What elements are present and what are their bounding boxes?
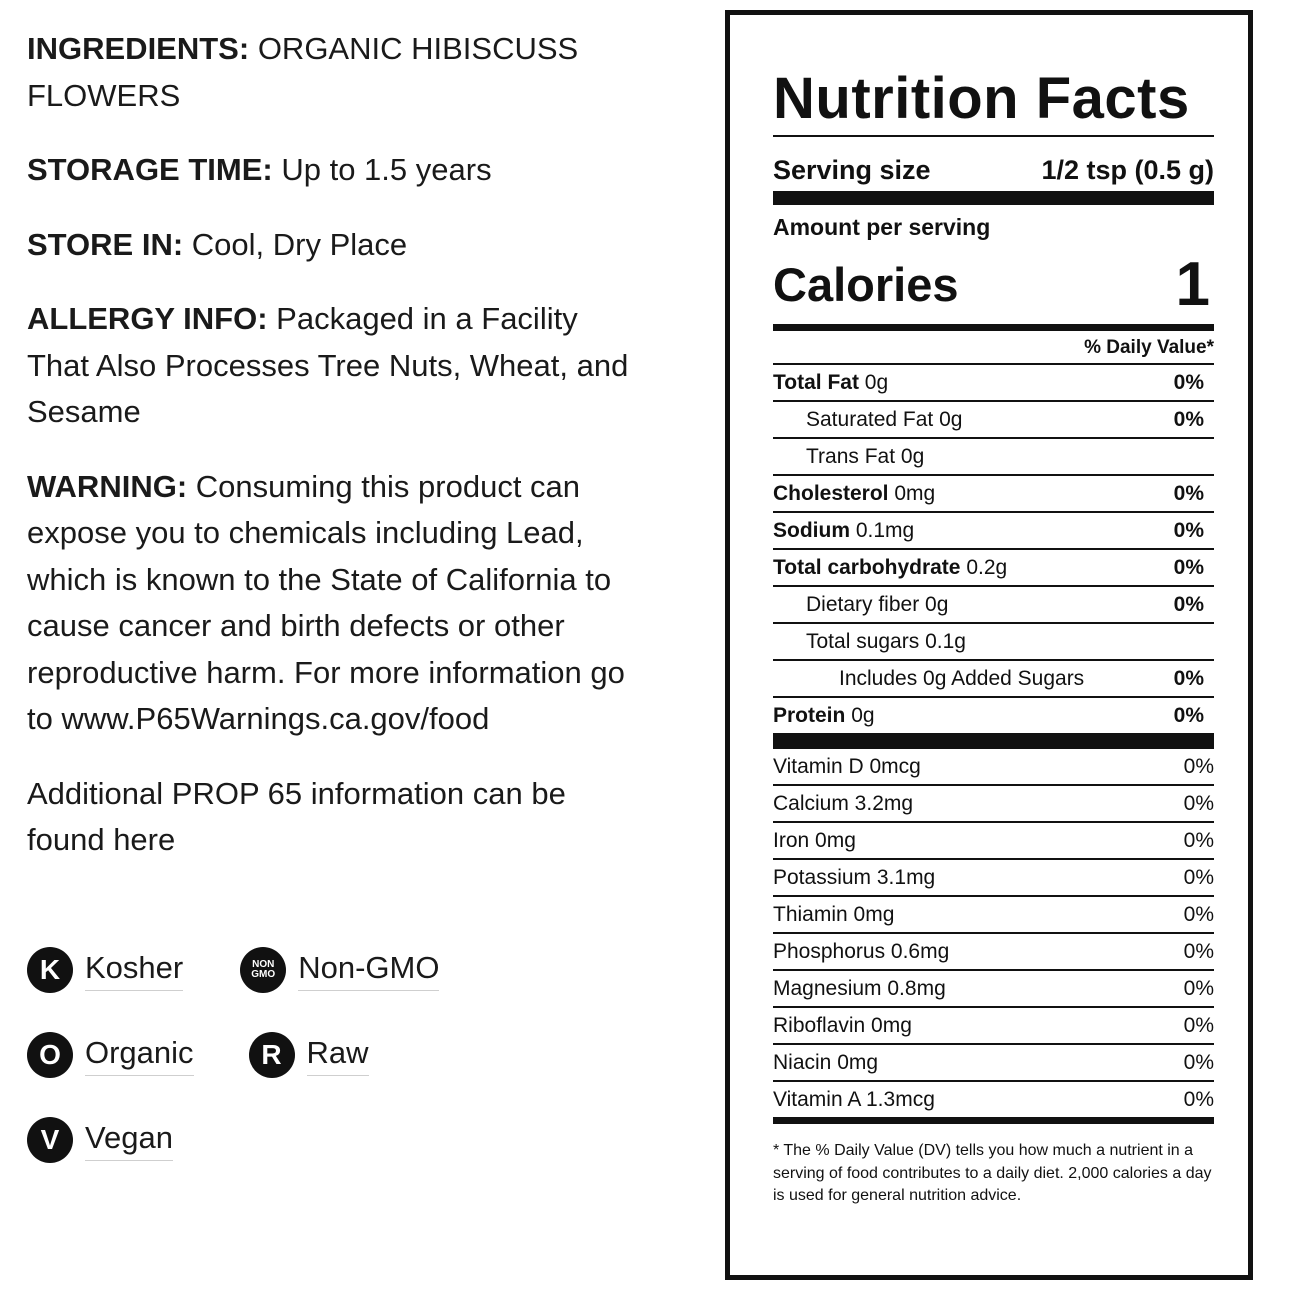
nutrient-daily-value: 0% <box>1173 666 1204 690</box>
vitamin-row <box>773 749 1214 784</box>
nutrient-row <box>773 511 1214 548</box>
nutrient-name <box>773 630 966 654</box>
badge-label: Vegan <box>85 1120 173 1161</box>
nutrient-label: Total sugars <box>806 629 920 653</box>
vitamin-daily-value: 0% <box>1183 791 1214 815</box>
storage-time-info <box>27 147 637 194</box>
badge-label: Non-GMO <box>298 950 439 991</box>
nutrient-daily-value: 0% <box>1173 555 1204 579</box>
vitamin-daily-value: 0% <box>1183 1087 1214 1111</box>
serving-size-row <box>773 137 1214 191</box>
nutrient-name <box>773 593 948 617</box>
nutrient-daily-value: 0% <box>1173 703 1204 727</box>
nutrient-label: Trans Fat <box>806 444 896 468</box>
badge-label: Kosher <box>85 950 183 991</box>
allergy-value: Packaged in a Facility That Also Processes Tree Nuts, Wheat, and Sesame <box>27 301 629 429</box>
vitamin-daily-value: 0% <box>1183 976 1214 1000</box>
vitamin-row <box>773 1006 1214 1043</box>
vitamin-row <box>773 784 1214 821</box>
vitamin-daily-value: 0% <box>1183 902 1214 926</box>
vitamin-row <box>773 1080 1214 1117</box>
nutrient-label: Cholesterol <box>773 481 889 505</box>
divider-thick <box>773 191 1214 205</box>
nutrient-name <box>773 667 1084 691</box>
vitamin-name: Thiamin 0mg <box>773 902 895 926</box>
non-gmo-icon-bottom: GMO <box>251 969 276 980</box>
nutrient-row <box>773 585 1214 622</box>
nutrient-daily-value: 0% <box>1173 518 1204 542</box>
warning-value: Consuming this product can expose you to chemicals including Lead, which is known to the State of California to cause cancer and birth defects or other reproductive harm. For more information go to www.P65Warnings.ca.gov/food <box>27 468 625 736</box>
daily-value-header: % Daily Value* <box>1084 337 1214 358</box>
serving-size-value: 1/2 tsp (0.5 g) <box>1041 155 1214 185</box>
organic-icon: O <box>27 1032 73 1078</box>
badge-vegan <box>27 1117 173 1163</box>
vitamin-name: Calcium 3.2mg <box>773 791 914 815</box>
nutrient-amount: 0g <box>939 407 963 431</box>
divider-medium <box>773 324 1214 331</box>
ingredients-label: INGREDIENTS: <box>27 31 250 66</box>
store-in-label: STORE IN: <box>27 226 184 262</box>
nutrient-row <box>773 363 1214 400</box>
nutrient-name <box>773 482 935 506</box>
product-info <box>27 26 637 892</box>
prop65-info: Additional PROP 65 information can be found here <box>27 775 566 857</box>
nutrient-daily-value: 0% <box>1173 370 1204 394</box>
nutrient-label: Includes 0g Added Sugars <box>839 666 1085 690</box>
vitamin-row <box>773 895 1214 932</box>
vegan-icon: V <box>27 1117 73 1163</box>
nutrient-row <box>773 437 1214 474</box>
nutrient-row <box>773 474 1214 511</box>
nutrient-amount: 0g <box>900 444 925 468</box>
nutrient-amount: 0.2g <box>966 555 1008 579</box>
store-in-info <box>27 222 637 269</box>
nutrition-facts-title: Nutrition Facts <box>773 66 1190 131</box>
nutrient-daily-value: 0% <box>1173 407 1204 431</box>
vitamin-row <box>773 932 1214 969</box>
vitamin-name: Magnesium 0.8mg <box>773 976 946 1000</box>
nutrient-amount: 0.1mg <box>855 518 915 542</box>
kosher-icon: K <box>27 947 73 993</box>
store-in-value: Cool, Dry Place <box>191 226 408 262</box>
nutrient-row <box>773 622 1214 659</box>
badge-label: Raw <box>307 1035 369 1076</box>
vitamin-name: Iron 0mg <box>773 828 856 852</box>
nutrient-name <box>773 704 875 728</box>
nutrient-amount: 0g <box>925 592 949 616</box>
nutrient-name <box>773 519 914 543</box>
nutrient-name <box>773 445 924 469</box>
nutrient-name <box>773 371 888 395</box>
nutrient-daily-value: 0% <box>1173 481 1204 505</box>
vitamin-daily-value: 0% <box>1183 1050 1214 1074</box>
nutrient-label: Saturated Fat <box>806 407 934 431</box>
vitamin-name: Riboflavin 0mg <box>773 1013 912 1037</box>
calories-label: Calories <box>773 258 959 311</box>
badge-non-gmo <box>240 947 439 993</box>
calories-value: 1 <box>1175 250 1210 319</box>
certification-badges <box>27 944 587 1199</box>
vitamin-daily-value: 0% <box>1183 828 1214 852</box>
vitamin-row <box>773 858 1214 895</box>
vitamin-daily-value: 0% <box>1183 939 1214 963</box>
ingredients-info <box>27 26 637 119</box>
nutrient-name <box>773 408 962 432</box>
nutrient-label: Protein <box>773 703 846 727</box>
badge-row <box>27 944 587 996</box>
warning-label: WARNING: <box>27 468 188 504</box>
vitamin-row <box>773 821 1214 858</box>
daily-value-footnote: * The % Daily Value (DV) tells you how much a nutrient in a serving of food contributes to a daily diet. 2,000 calories a day is used for general nutrition advice. <box>773 1142 1212 1204</box>
vitamin-name: Vitamin D 0mcg <box>773 754 921 778</box>
nutrient-row <box>773 548 1214 585</box>
divider-thick <box>773 733 1214 749</box>
badge-organic <box>27 1032 194 1078</box>
vitamin-name: Phosphorus 0.6mg <box>773 939 950 963</box>
raw-icon: R <box>249 1032 295 1078</box>
nutrient-amount: 0mg <box>894 481 936 505</box>
nutrient-label: Dietary fiber <box>806 592 920 616</box>
vitamin-row <box>773 969 1214 1006</box>
amount-per-serving: Amount per serving <box>773 214 991 240</box>
nutrient-amount: 0g <box>851 703 875 727</box>
nutrient-name <box>773 556 1007 580</box>
nutrition-facts-content <box>773 15 1214 1208</box>
vitamin-daily-value: 0% <box>1183 865 1214 889</box>
badge-row <box>27 1029 587 1081</box>
vitamin-daily-value: 0% <box>1183 754 1214 778</box>
nutrition-facts-panel <box>725 10 1253 1280</box>
storage-time-label: STORAGE TIME: <box>27 152 273 187</box>
badge-kosher <box>27 947 183 993</box>
nutrient-amount: 0g <box>864 370 889 394</box>
divider-medium <box>773 1117 1214 1124</box>
nutrient-label: Total Fat <box>773 370 859 394</box>
vitamin-name: Vitamin A 1.3mcg <box>773 1087 935 1111</box>
nutrient-row <box>773 400 1214 437</box>
vitamin-name: Niacin 0mg <box>773 1050 879 1074</box>
badge-label: Organic <box>85 1035 194 1076</box>
badge-raw <box>249 1032 369 1078</box>
storage-time-value: Up to 1.5 years <box>281 152 492 187</box>
nutrient-daily-value: 0% <box>1173 592 1204 616</box>
nutrient-amount: 0.1g <box>925 629 966 653</box>
vitamin-name: Potassium 3.1mg <box>773 865 936 889</box>
nutrient-row <box>773 696 1214 733</box>
badge-row <box>27 1114 587 1166</box>
non-gmo-icon <box>240 947 286 993</box>
allergy-label: ALLERGY INFO: <box>27 301 268 336</box>
allergy-info <box>27 296 637 436</box>
serving-size-label: Serving size <box>773 155 931 185</box>
calories-row <box>773 245 1214 324</box>
nutrient-label: Total carbohydrate <box>773 555 961 579</box>
nutrient-row <box>773 659 1214 696</box>
nutrient-label: Sodium <box>773 518 850 542</box>
warning-info <box>27 464 637 743</box>
non-gmo-icon-top: NON <box>252 959 275 970</box>
vitamin-daily-value: 0% <box>1183 1013 1214 1037</box>
ingredients-value: ORGANIC HIBISCUSS FLOWERS <box>27 31 579 113</box>
vitamin-row <box>773 1043 1214 1080</box>
vitamin-list <box>773 749 1214 1117</box>
